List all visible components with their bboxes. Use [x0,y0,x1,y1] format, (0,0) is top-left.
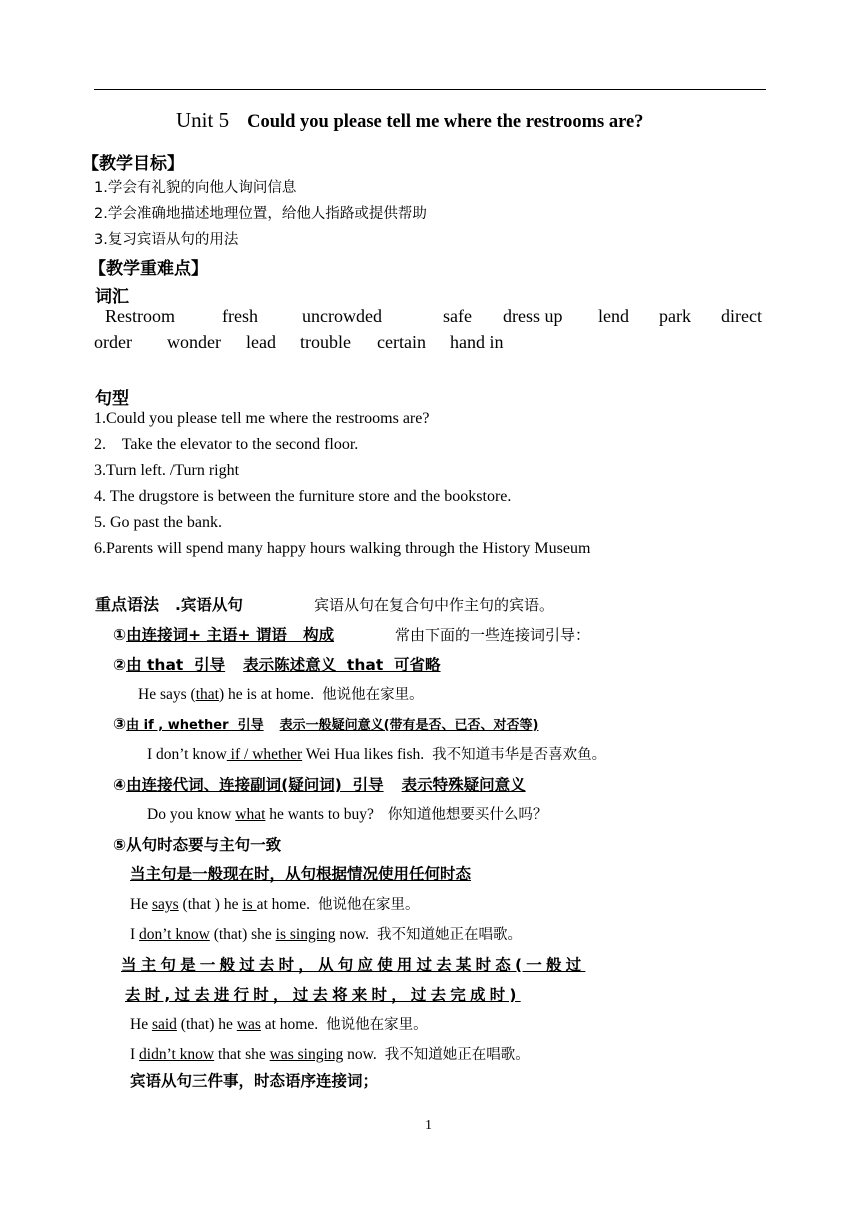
example-underlined: says [151,896,179,913]
point-text-a: 由 that 引导 [126,656,226,674]
point-number: ④ [113,776,127,794]
example-underlined: that [195,686,219,703]
example-text: he wants to buy? [265,806,374,823]
unit-label: Unit 5 [176,108,230,132]
vocab-word: lend [598,306,629,326]
sentence-item: 4. The drugstore is between the furniture store and the bookstore. [94,488,512,505]
example-line [130,1043,530,1064]
grammar-summary: 宾语从句三件事，时态语序连接词； [130,1072,379,1090]
header-rule [94,89,766,90]
example-line [130,893,419,914]
objective-item: 3.复习宾语从句的用法 [94,232,239,248]
example-underlined: is singing [275,926,336,943]
example-text: He [130,1016,152,1033]
vocab-word: dress up [503,306,563,326]
vocab-word: order [94,332,132,352]
grammar-point-4 [113,773,526,795]
example-text: I don’t know [147,746,227,763]
vocab-word: direct [721,306,762,326]
point-text-a: 由 if , whether 引导 [126,718,264,733]
example-text: Wei Hua likes fish. [302,746,425,763]
vocab-word: uncrowded [302,306,382,326]
vocab-word: hand in [450,332,504,352]
page-number: 1 [425,1118,432,1133]
example-line [130,923,522,944]
page-title [176,108,643,133]
keypoints-heading: 【教学重难点】 [89,259,208,279]
sentence-item: 6.Parents will spend many happy hours walking through the History Museum [94,540,591,557]
example-line [130,1013,428,1034]
example-underlined: didn’t know [139,1046,215,1063]
point-text-b: 表示一般疑问意义(带有是否、已否、对否等) [279,718,539,733]
example-translation: 你知道他想要买什么吗？ [387,807,548,823]
example-text: I [130,1046,140,1063]
point-text: 由连接词+ 主语+ 谓语 构成 [126,626,335,644]
sentence-item: 2. Take the elevator to the second floor. [94,436,359,453]
example-translation: 我不知道她正在唱歌。 [384,1047,530,1063]
point-text-b: 表示陈述意义 that 可省略 [243,656,441,674]
objective-item: 2.学会准确地描述地理位置，给他人指路或提供帮助 [94,206,427,222]
example-underlined: what [235,806,266,823]
example-text: He [130,896,152,913]
example-translation: 我不知道她正在唱歌。 [376,927,522,943]
vocab-word: park [659,306,691,326]
vocab-word: certain [377,332,426,352]
sentence-item: 1.Could you please tell me where the restrooms are? [94,410,430,427]
vocab-word: wonder [167,332,221,352]
point-number: ⑤ [113,836,127,854]
point-text-b: 表示特殊疑问意义 [401,776,526,794]
example-text: (that) he [176,1016,237,1033]
example-translation: 他说他在家里。 [322,687,424,703]
past-tense-rule-line2: 去时,过去进行时，过去将来时，过去完成时) [125,986,521,1004]
vocab-word: fresh [222,306,258,326]
example-translation: 他说他在家里。 [326,1017,428,1033]
example-line [138,683,424,704]
present-tense-rule: 当主句是一般现在时，从句根据情况使用任何时态 [130,865,472,883]
point-note: 常由下面的一些连接词引导： [395,626,591,644]
example-text: now. [335,926,369,943]
title-english: Could you please tell me where the restrooms are? [247,112,644,132]
example-line [147,803,547,824]
past-tense-rule-line1: 当主句是一般过去时，从句应使用过去某时态(一般过 [121,956,586,974]
example-text: ) he is at home. [218,686,315,703]
example-text: Do you know [147,806,236,823]
grammar-point-5 [113,833,281,855]
grammar-heading-row [95,592,243,615]
grammar-definition: 宾语从句在复合句中作主句的宾语。 [314,596,555,614]
grammar-point-2 [113,653,441,675]
vocab-word: trouble [300,332,351,352]
example-text: at home. [256,896,310,913]
vocab-word: lead [246,332,276,352]
point-number: ② [113,656,127,674]
example-text: at home. [260,1016,319,1033]
example-text: (that) she [209,926,276,943]
point-text: 从句时态要与主句一致 [126,836,282,854]
example-underlined: if / whether [226,746,303,763]
example-text: now. [343,1046,377,1063]
point-text-a: 由连接代词、连接副词(疑问词) 引导 [126,776,384,794]
example-underlined: is [242,896,257,913]
example-underlined: said [151,1016,177,1033]
example-underlined: don’t know [139,926,210,943]
vocab-word: Restroom [105,306,175,326]
example-text: that she [214,1046,270,1063]
example-translation: 我不知道韦华是否喜欢鱼。 [432,747,607,763]
example-underlined: was [236,1016,261,1033]
objectives-heading: 【教学目标】 [82,154,184,174]
vocab-word: safe [443,306,472,326]
vocab-heading: 词汇 [95,287,129,307]
sentence-item: 3.Turn left. /Turn right [94,462,240,479]
grammar-point-3 [113,714,538,734]
objective-item: 1.学会有礼貌的向他人询问信息 [94,180,297,196]
example-text: (that ) he [178,896,243,913]
example-text: I [130,926,140,943]
grammar-heading: 重点语法 [95,595,160,614]
example-translation: 他说他在家里。 [317,897,420,913]
point-number: ① [113,626,127,644]
point-number: ③ [113,715,127,733]
sentences-heading: 句型 [95,389,129,409]
grammar-topic: .宾语从句 [175,596,243,614]
example-line [147,743,606,764]
example-text: He says ( [138,686,196,703]
grammar-point-1 [113,623,334,645]
example-underlined: was singing [269,1046,344,1063]
sentence-item: 5. Go past the bank. [94,514,222,531]
